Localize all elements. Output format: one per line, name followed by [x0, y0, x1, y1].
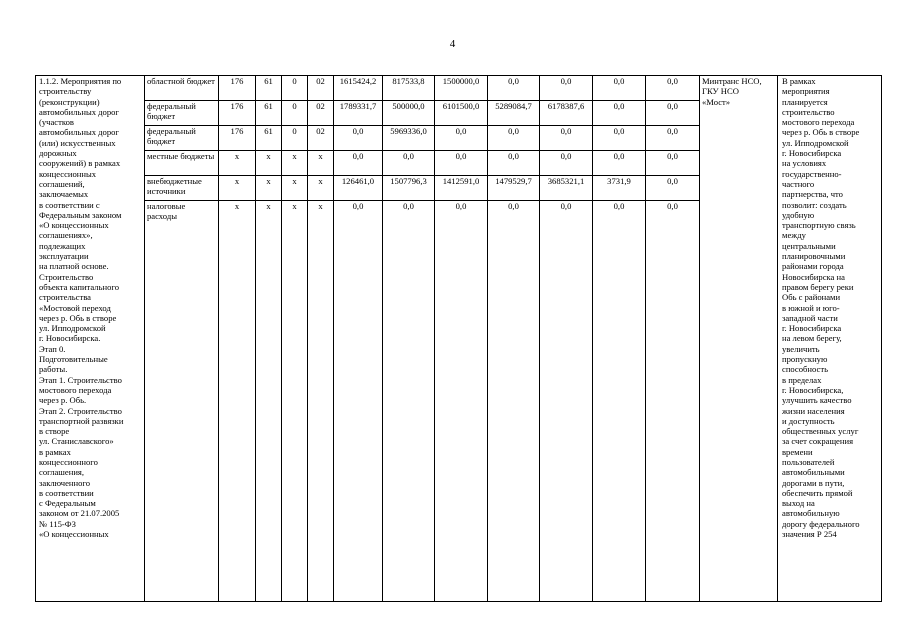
amount-cell: 0,0: [334, 126, 383, 151]
measure-line: законом от 21.07.2005: [39, 508, 120, 519]
measure-line: автомобильных дорог: [39, 127, 119, 138]
amount-cell: 0,0: [646, 76, 700, 101]
amount-cell: 0,0: [593, 126, 646, 151]
budget-code-cell: 02: [308, 101, 334, 126]
amount-cell: 1789331,7: [334, 101, 383, 126]
expected-result-line: за счет сокращения: [782, 436, 854, 447]
expected-result-line: улучшить качество: [782, 395, 852, 406]
expected-result-line: между: [782, 230, 806, 241]
budget-code-cell: x: [256, 151, 282, 176]
measure-line: заключаемых: [39, 189, 89, 200]
expected-result-line: Обь с районами: [782, 292, 841, 303]
measure-line: дорожных: [39, 148, 77, 159]
amount-cell: 0,0: [646, 101, 700, 126]
funding-source-cell: налоговые расходы: [145, 201, 219, 602]
measure-line: концессионного: [39, 456, 98, 467]
funding-source-cell: внебюджетные источники: [145, 176, 219, 201]
expected-result-line: обеспечить прямой: [782, 487, 853, 498]
measure-line: № 115-ФЗ: [39, 518, 76, 529]
funding-source-cell: федеральный бюджет: [145, 126, 219, 151]
amount-cell: 0,0: [593, 151, 646, 176]
measure-line: «О концессионных: [39, 220, 109, 231]
budget-code-cell: 176: [219, 76, 256, 101]
expected-result-line: планируется: [782, 96, 828, 107]
amount-cell: 0,0: [593, 201, 646, 602]
measure-line: транспортной развязки: [39, 415, 124, 426]
amount-cell: 6178387,6: [540, 101, 593, 126]
amount-cell: 3685321,1: [540, 176, 593, 201]
table-row: [36, 76, 882, 101]
expected-result-line: дорогами в пути,: [782, 477, 845, 488]
amount-cell: 0,0: [435, 126, 488, 151]
expected-result-line: г. Новосибирска: [782, 148, 842, 159]
executor-line: Минтранс НСО,: [702, 76, 762, 86]
measure-line: Подготовительные: [39, 354, 108, 365]
expected-result-line: через р. Обь в створе: [782, 127, 860, 138]
amount-cell: 0,0: [334, 201, 383, 602]
budget-code-cell: x: [282, 151, 308, 176]
funding-source-cell: областной бюджет: [145, 76, 219, 101]
budget-code-cell: 0: [282, 76, 308, 101]
expected-result-line: партнерства, что: [782, 189, 843, 200]
measure-line: строительству: [39, 86, 92, 97]
measure-line: эксплуатации: [39, 251, 89, 262]
expected-result-line: строительство: [782, 106, 835, 117]
budget-code-cell: x: [282, 176, 308, 201]
amount-cell: 0,0: [435, 201, 488, 602]
expected-result-line: жизни населения: [782, 405, 845, 416]
amount-cell: 0,0: [540, 201, 593, 602]
expected-result-line: автомобильными: [782, 467, 845, 478]
measure-description-cell: [36, 76, 145, 602]
program-table: [35, 75, 882, 602]
amount-cell: 0,0: [488, 76, 540, 101]
measure-line: ул. Станиславского»: [39, 436, 114, 447]
amount-cell: 1500000,0: [435, 76, 488, 101]
budget-code-cell: x: [308, 201, 334, 602]
expected-result-line: г. Новосибирска: [782, 323, 842, 334]
executor-cell: [700, 76, 778, 602]
amount-cell: 0,0: [646, 126, 700, 151]
budget-code-cell: x: [219, 176, 256, 201]
expected-result-line: позволит: создать: [782, 199, 847, 210]
amount-cell: 817533,8: [383, 76, 435, 101]
amount-cell: 0,0: [540, 126, 593, 151]
amount-cell: 0,0: [488, 126, 540, 151]
expected-result-line: частного: [782, 178, 815, 189]
expected-result-line: значения Р 254: [782, 529, 837, 540]
expected-result-line: планировочными: [782, 251, 846, 262]
amount-cell: 0,0: [488, 151, 540, 176]
expected-result-line: транспортную связь: [782, 220, 856, 231]
expected-result-line: западной части: [782, 312, 838, 323]
expected-result-line: районами города: [782, 261, 844, 272]
expected-result-line: дорогу федерального: [782, 518, 860, 529]
budget-code-cell: x: [308, 151, 334, 176]
budget-code-cell: 61: [256, 76, 282, 101]
amount-cell: 126461,0: [334, 176, 383, 201]
expected-result-line: мероприятия: [782, 86, 830, 97]
measure-line: Этап 0.: [39, 343, 66, 354]
amount-cell: 0,0: [383, 151, 435, 176]
expected-result-line: мостового перехода: [782, 117, 855, 128]
budget-code-cell: 176: [219, 101, 256, 126]
measure-line: в соответствии с: [39, 199, 100, 210]
measure-line: объекта капитального: [39, 281, 120, 292]
measure-line: подлежащих: [39, 240, 86, 251]
expected-result-line: Новосибирска на: [782, 271, 845, 282]
measure-line: (реконструкции): [39, 96, 100, 107]
amount-cell: 3731,9: [593, 176, 646, 201]
amount-cell: 1479529,7: [488, 176, 540, 201]
amount-cell: 500000,0: [383, 101, 435, 126]
expected-result-line: государственно-: [782, 168, 842, 179]
measure-line: заключенного: [39, 477, 91, 488]
expected-result-line: центральными: [782, 240, 836, 251]
expected-result-line: пропускную: [782, 354, 828, 365]
amount-cell: 1507796,3: [383, 176, 435, 201]
measure-line: через р. Обь в створе: [39, 312, 117, 323]
expected-result-line: общественных услуг: [782, 426, 859, 437]
amount-cell: 1412591,0: [435, 176, 488, 201]
measure-line: соглашений,: [39, 178, 85, 189]
measure-line: соглашениях»,: [39, 230, 93, 241]
measure-line: Строительство: [39, 271, 94, 282]
expected-result-line: ул. Ипподромской: [782, 137, 849, 148]
measure-line: «Мостовой переход: [39, 302, 111, 313]
expected-result-line: увеличить: [782, 343, 820, 354]
measure-line: «О концессионных: [39, 529, 109, 540]
measure-line: через р. Обь.: [39, 395, 87, 406]
expected-result-line: В рамках: [782, 76, 816, 86]
amount-cell: 0,0: [646, 151, 700, 176]
amount-cell: 5289084,7: [488, 101, 540, 126]
budget-code-cell: 176: [219, 126, 256, 151]
funding-source-cell: федеральный бюджет: [145, 101, 219, 126]
expected-result-line: правом берегу реки: [782, 281, 854, 292]
measure-line: (участков: [39, 117, 74, 128]
amount-cell: 5969336,0: [383, 126, 435, 151]
measure-line: концессионных: [39, 168, 97, 179]
budget-code-cell: 61: [256, 101, 282, 126]
amount-cell: 0,0: [435, 151, 488, 176]
measure-line: соглашения,: [39, 467, 85, 478]
measure-line: (или) искусственных: [39, 137, 116, 148]
expected-result-line: г. Новосибирска,: [782, 384, 844, 395]
executor-line: «Мост»: [702, 96, 731, 107]
budget-code-cell: 02: [308, 126, 334, 151]
expected-result-line: способность: [782, 364, 829, 375]
expected-result-line: в пределах: [782, 374, 822, 385]
expected-result-line: и доступность: [782, 415, 835, 426]
measure-line: мостового перехода: [39, 384, 112, 395]
measure-line: 1.1.2. Мероприятия по: [39, 76, 122, 86]
amount-cell: 0,0: [646, 176, 700, 201]
measure-line: работы.: [39, 364, 68, 375]
amount-cell: 0,0: [540, 151, 593, 176]
budget-code-cell: 02: [308, 76, 334, 101]
budget-code-cell: x: [219, 201, 256, 602]
expected-result-line: удобную: [782, 209, 815, 220]
budget-code-cell: 61: [256, 126, 282, 151]
amount-cell: 0,0: [593, 101, 646, 126]
measure-line: Этап 1. Строительство: [39, 374, 122, 385]
expected-result-line: в южной и юго-: [782, 302, 840, 313]
expected-result-line: пользователей: [782, 456, 835, 467]
measure-line: в соответствии: [39, 487, 94, 498]
budget-code-cell: 0: [282, 101, 308, 126]
expected-result-line: автомобильную: [782, 508, 840, 519]
amount-cell: 0,0: [593, 76, 646, 101]
expected-result-cell: [778, 76, 882, 602]
expected-result-line: на левом берегу,: [782, 333, 842, 344]
measure-line: с Федеральным: [39, 498, 96, 509]
page-number: 4: [449, 38, 456, 50]
measure-line: в рамках: [39, 446, 71, 457]
amount-cell: 0,0: [334, 151, 383, 176]
measure-line: автомобильных дорог: [39, 106, 119, 117]
measure-line: ул. Ипподромской: [39, 323, 106, 334]
measure-line: г. Новосибирска.: [39, 333, 101, 344]
amount-cell: 0,0: [646, 201, 700, 602]
amount-cell: 1615424,2: [334, 76, 383, 101]
measure-line: Федеральным законом: [39, 209, 122, 220]
amount-cell: 0,0: [540, 76, 593, 101]
budget-code-cell: x: [308, 176, 334, 201]
measure-line: строительства: [39, 292, 91, 303]
budget-code-cell: x: [256, 176, 282, 201]
expected-result-line: времени: [782, 446, 813, 457]
executor-line: ГКУ НСО: [702, 86, 739, 97]
budget-code-cell: 0: [282, 126, 308, 151]
budget-code-cell: x: [256, 201, 282, 602]
amount-cell: 6101500,0: [435, 101, 488, 126]
amount-cell: 0,0: [383, 201, 435, 602]
budget-code-cell: x: [282, 201, 308, 602]
measure-line: сооружений) в рамках: [39, 158, 121, 169]
measure-line: в створе: [39, 426, 70, 437]
measure-line: на платной основе.: [39, 261, 109, 272]
amount-cell: 0,0: [488, 201, 540, 602]
budget-code-cell: x: [219, 151, 256, 176]
expected-result-line: выход на: [782, 498, 815, 509]
measure-line: Этап 2. Строительство: [39, 405, 122, 416]
expected-result-line: на условиях: [782, 158, 827, 169]
funding-source-cell: местные бюджеты: [145, 151, 219, 176]
